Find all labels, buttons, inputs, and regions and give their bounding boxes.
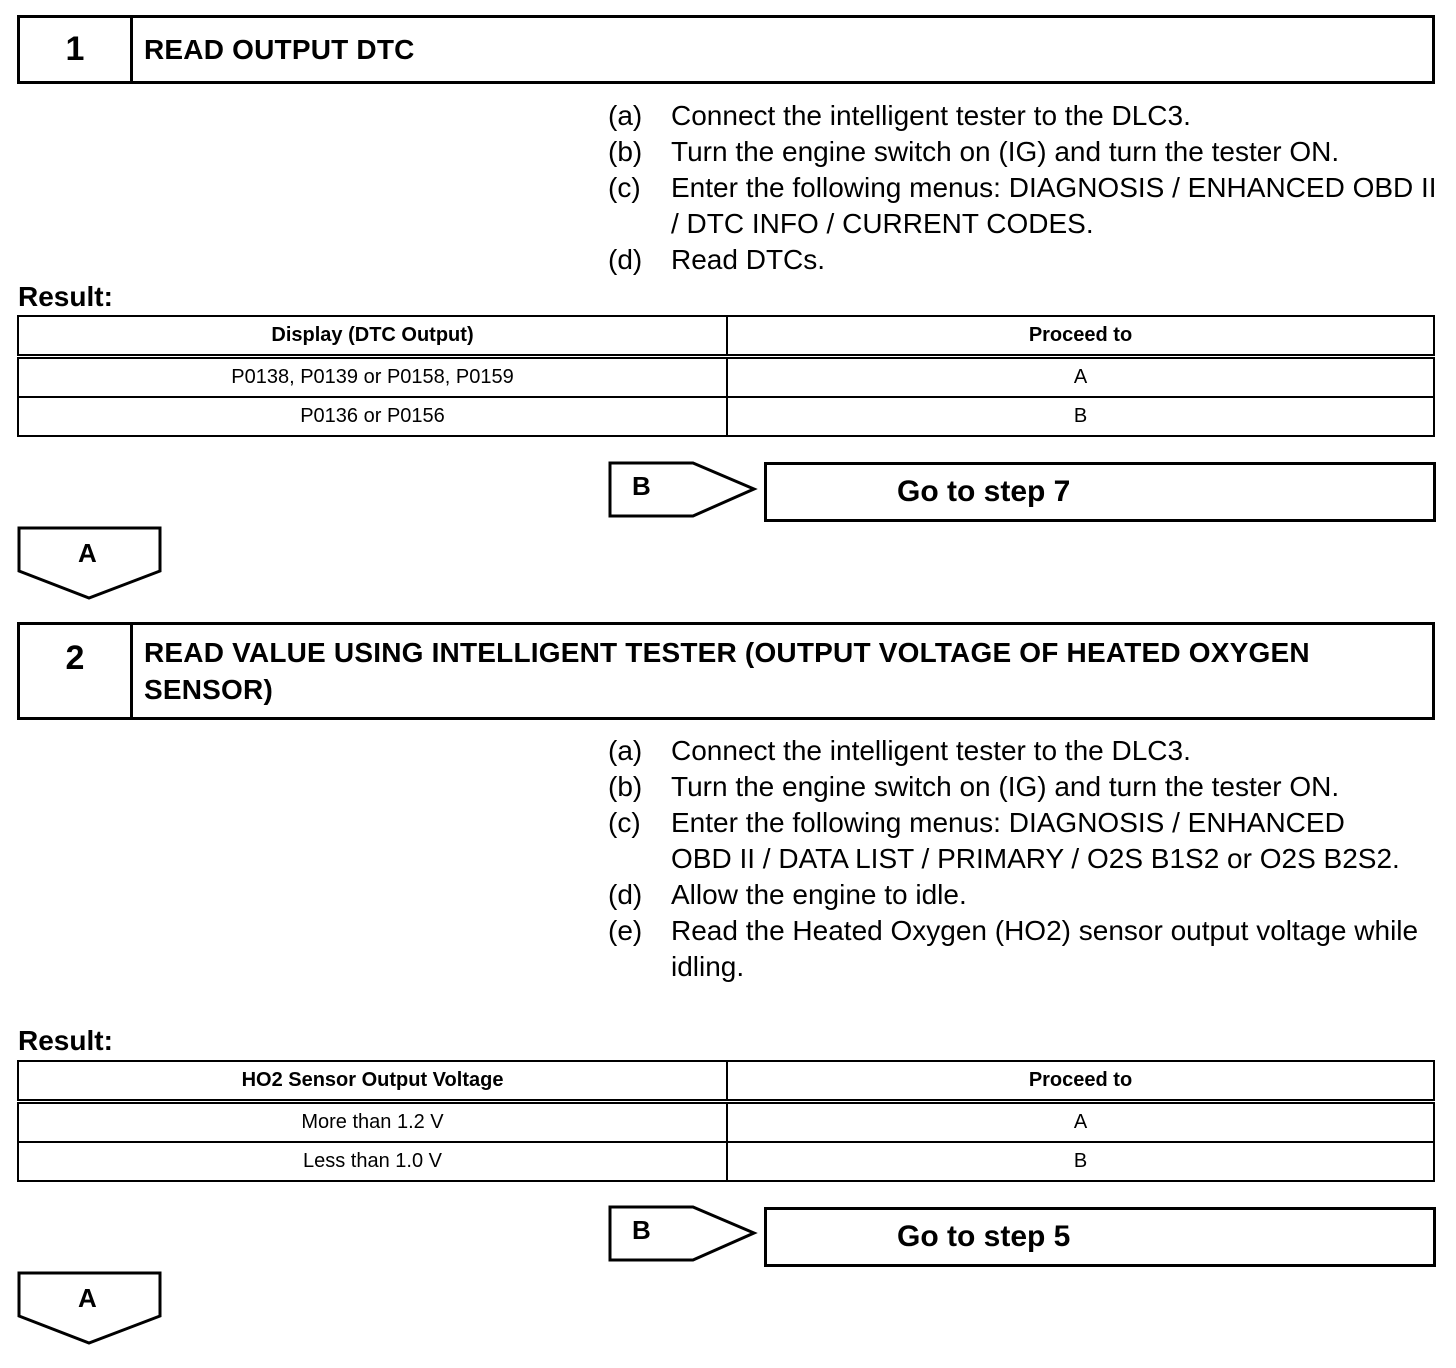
instruction-text: Enter the following menus: DIAGNOSIS / ENHANCED OBD II / DATA LIST / PRIMARY / O2S B1S2 or O2S B2S2. [671,807,1400,874]
table-header: Display (DTC Output) [18,316,727,357]
result-label: Result: [18,1025,113,1056]
table-cell: A [727,357,1434,398]
instruction-text: Turn the engine switch on (IG) and turn the tester ON. [671,771,1340,802]
instruction-label: (b) [608,136,643,167]
branch-a-arrow [17,1271,163,1346]
instruction-item [608,98,1438,134]
goto-step-box: Go to step 7 [764,462,1436,522]
table-cell: B [727,1142,1434,1181]
table-header: HO2 Sensor Output Voltage [18,1061,727,1102]
branch-a-arrow [17,526,163,601]
table-cell: Less than 1.0 V [18,1142,727,1181]
instruction-label: (d) [608,244,643,275]
table-header: Proceed to [727,1061,1434,1102]
step-2-result-table [17,1060,1435,1182]
step-1-instructions [608,98,1438,278]
instruction-item [608,769,1438,805]
instruction-item [608,805,1438,877]
branch-label: B [632,1215,651,1245]
step-title: READ VALUE USING INTELLIGENT TESTER (OUTPUT VOLTAGE OF HEATED OXYGEN SENSOR) [144,637,1310,705]
table-row [18,1102,1434,1143]
table-cell: P0138, P0139 or P0158, P0159 [18,357,727,398]
instruction-label: (b) [608,771,643,802]
instruction-item [608,242,1438,278]
goto-step-box: Go to step 5 [764,1207,1436,1267]
instruction-text: Allow the engine to idle. [671,879,967,910]
step-number: 2 [20,625,133,717]
instruction-item [608,733,1438,769]
table-row [18,397,1434,436]
step-number: 1 [20,18,133,81]
step-title: READ OUTPUT DTC [144,34,415,65]
branch-label: A [78,538,97,568]
branch-b-arrow [608,1205,758,1263]
right-arrow-icon [608,461,758,519]
branch-label: B [632,471,651,501]
step-1-result-table [17,315,1435,437]
instruction-text: Enter the following menus: DIAGNOSIS / ENHANCED OBD II / DTC INFO / CURRENT CODES. [671,172,1437,239]
instruction-text: Connect the intelligent tester to the DLC3. [671,735,1191,766]
table-row [18,1142,1434,1181]
instruction-text: Read the Heated Oxygen (HO2) sensor output voltage while idling. [671,915,1419,982]
instruction-item [608,877,1438,913]
step-2-header [17,622,1435,720]
instruction-text: Turn the engine switch on (IG) and turn the tester ON. [671,136,1340,167]
instruction-text: Connect the intelligent tester to the DLC3. [671,100,1191,131]
instruction-label: (e) [608,915,643,946]
instruction-label: (a) [608,735,643,766]
result-label: Result: [18,281,113,312]
right-arrow-icon [608,1205,758,1263]
instruction-item [608,134,1438,170]
instruction-label: (c) [608,807,641,838]
table-cell: P0136 or P0156 [18,397,727,436]
step-2-instructions [608,733,1438,985]
instruction-label: (c) [608,172,641,203]
branch-label: A [78,1283,97,1313]
table-row [18,357,1434,398]
instruction-label: (a) [608,100,643,131]
step-1-header [17,15,1435,84]
table-header-row [18,1061,1434,1102]
instruction-item [608,913,1438,985]
table-header: Proceed to [727,316,1434,357]
instruction-text: Read DTCs. [671,244,826,275]
table-header-row [18,316,1434,357]
branch-b-arrow [608,461,758,519]
table-cell: B [727,397,1434,436]
instruction-item [608,170,1438,242]
instruction-label: (d) [608,879,643,910]
table-cell: A [727,1102,1434,1143]
table-cell: More than 1.2 V [18,1102,727,1143]
